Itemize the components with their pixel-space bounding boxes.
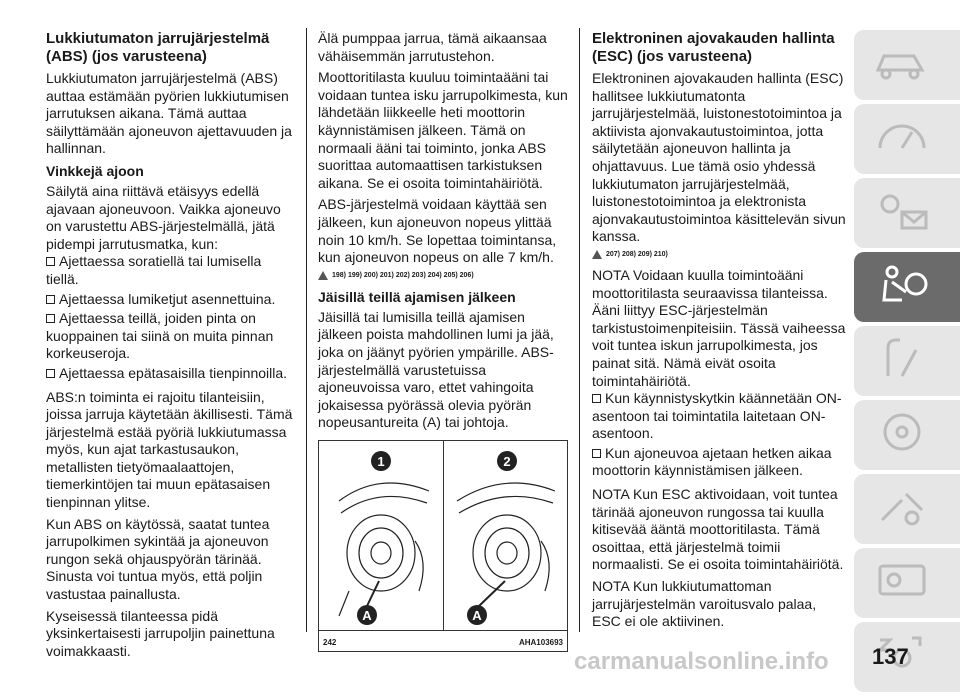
figure-number: 242 [323, 637, 337, 647]
tab-multimedia[interactable] [854, 548, 960, 618]
svg-text:1: 1 [377, 453, 385, 469]
icy-roads-heading: Jäisillä teillä ajamisen jälkeen [318, 288, 516, 305]
tab-safety[interactable] [854, 252, 960, 322]
figure-divider [443, 441, 444, 631]
bullet-box-icon [46, 257, 55, 266]
driving-tips-heading: Vinkkejä ajoon [46, 162, 144, 179]
tab-warning-lights[interactable] [854, 178, 960, 248]
tab-maintenance[interactable] [854, 474, 960, 544]
bullet-item: Ajettaessa soratiellä tai lumisella tiellä. [46, 253, 262, 287]
column-divider-1 [306, 28, 307, 632]
warning-references: 207) 208) 209) 210) [592, 250, 846, 259]
warning-triangle-icon [318, 271, 328, 280]
svg-text:2: 2 [503, 453, 511, 469]
esc-note-vibration: NOTA Kun ESC aktivoidaan, voit tuntea tärinää ajoneuvon rungossa tai kuulla kitisevää ääntä moottoritilasta. Tämä osoittaa, että järjestelmä toimii normaalisti. Se ei osoita toimintahäiriötä. [592, 486, 844, 573]
wrench-icon [872, 336, 932, 380]
bullet-box-icon [592, 449, 601, 458]
page-number: 137 [872, 644, 909, 669]
abs-function-text: ABS:n toiminta ei rajoitu tilanteisiin, joissa jarruja käytetään äkillisesti. Tämä järjestelmä estää pyöriä lukkiutumassa myös, kun ajat tarkastusaukon, metallisten tietyömaalaattojen, tiemerkintöjen tai muun epätasaisen tienpinnan ylitse. [46, 388, 293, 511]
abs-sound-text: Moottoritilasta kuuluu toimintaääni tai voidaan tuntea isku jarrupolkimesta, kun lähdetään liikkeelle heti moottorin käynnistämisen jälkeen. Tämä on normaali ääni tai toiminto, jonka ABS suorittaa automaattisen tarkistuksen aikana. Se ei osoita toimintahäiriötä. [318, 69, 568, 191]
tab-emergency[interactable] [854, 400, 960, 470]
warning-light-icon [872, 188, 932, 232]
bullet-box-icon [592, 394, 601, 403]
steering-wheel-icon [872, 410, 932, 454]
watermark: carmanualsonline.info [574, 648, 829, 675]
abs-feel-text: Kun ABS on käytössä, saatat tuntea jarrupolkimen sykintää ja ajoneuvon rungon sekä ohjauspyörän tärinää. Sinusta voi tuntua myös, että poljin vastustaa painallusta. [46, 515, 270, 603]
tab-dashboard[interactable] [854, 104, 960, 174]
tools-icon [872, 484, 932, 528]
column-2 [318, 30, 568, 652]
bullet-item: Ajettaessa teillä, joiden pinta on kuoppainen tai siinä on muita pinnan korkeuseroja. [46, 310, 274, 362]
abs-heading: Lukkiutumaton jarrujärjestelmä (ABS) (jos varusteena) [46, 30, 270, 65]
no-pump-text: Älä pumppaa jarrua, tämä aikaansaa vähäisemmän jarrutustehon. [318, 30, 547, 64]
bullet-box-icon [46, 314, 55, 323]
warning-triangle-icon [592, 250, 602, 259]
bullet-item: Ajettaessa lumiketjut asennettuina. [46, 291, 296, 309]
icy-roads-text: Jäisillä tai lumisilla teillä ajamisen jälkeen poista mahdollinen lumi ja jää, joka on jäänyt pyörien ympärille. ABS-järjestelmällä varustetuissa ajoneuvoissa varo, ettet vahingoita jokaisessa pyörässä olevia pyörän nopeusantureita (A) tai johtoja. [318, 308, 554, 431]
dashboard-icon [872, 114, 932, 158]
tab-car-info[interactable] [854, 30, 960, 100]
chapter-sidebar [854, 30, 960, 696]
driving-tips-text: Säilytä aina riittävä etäisyys edellä ajavaan ajoneuvoon. Vaikka ajoneuvo on varustettu ABS-järjestelmällä, jätä pidempi jarrutusmatka, kun: [46, 182, 281, 252]
column-divider-2 [579, 28, 580, 632]
svg-text:A: A [472, 607, 482, 623]
bullet-item: Kun käynnistyskytkin käännetään ON-asentoon tai toimintatila laitetaan ON-asentoon. [592, 390, 842, 442]
airbag-seat-icon [872, 262, 932, 306]
abs-intro: Lukkiutumaton jarrujärjestelmä (ABS) auttaa estämään pyörien lukkiutumisen jarrutuksen aikana. Tämä auttaa säilyttämään ajoneuvon ajettavuuden ja hallinnan. [46, 70, 292, 157]
bullet-box-icon [46, 369, 55, 378]
wheel-sensor-figure [318, 440, 568, 652]
warning-references: 198) 199) 200) 201) 202) 203) 204) 205) 206) [318, 271, 568, 280]
multimedia-icon [872, 558, 932, 602]
esc-note-sound: NOTA Voidaan kuulla toimintoääni moottoritilasta seuraavissa tilanteissa. Ääni liittyy ESC-järjestelmän tarkistustoimenpiteisiin. Tässä vaiheessa voit tuntea iskun jarrupolkimesta, jos painat sitä. Nämä eivät osoita toimintahäiriötä. [592, 266, 846, 389]
bullet-item: Kun ajoneuvoa ajetaan hetken aikaa moottorin käynnistämisen jälkeen. [592, 444, 832, 479]
abs-hold-text: Kyseisessä tilanteessa pidä yksinkertaisesti jarrupoljin painettuna voimakkaasti. [46, 607, 275, 659]
bullet-box-icon [46, 295, 55, 304]
esc-note-warning-light: NOTA Kun lukkiutumattoman jarrujärjestelmän varoitusvalo palaa, ESC ei ole aktiivinen. [592, 578, 817, 630]
car-info-icon [872, 40, 932, 84]
figure-code: AHA103693 [518, 637, 563, 647]
esc-heading: Elektroninen ajovakauden hallinta (ESC) (jos varusteena) [592, 30, 835, 65]
wheel-sensor-illustration [319, 441, 569, 633]
column-1 [46, 30, 296, 664]
bullet-item: Ajettaessa epätasaisilla tienpinnoilla. [46, 365, 296, 383]
column-3 [592, 30, 846, 635]
abs-speed-text: ABS-järjestelmä voidaan käyttää sen jälkeen, kun ajoneuvon nopeus ylittää noin 10 km/h. Se lopettaa toimintansa, kun ajoneuvon nopeus on alle 7 km/h. [318, 196, 557, 266]
tab-starting-driving[interactable] [854, 326, 960, 396]
svg-text:A: A [362, 607, 372, 623]
esc-intro: Elektroninen ajovakauden hallinta (ESC) hallitsee lukkiutumatonta jarrujärjestelmää, luistonestotoimintoa ja aktiivista ajonvakautustoimintoa, jotta säilytetään ajoneuvon hallinta ja ohjattavuus. Lue tämä osio yhdessä lukkiutumaton jarrujärjestelmää, luistonestotoimintoa ja elektronista ajonvakautustoimintoa käsittelevän sivun kanssa. [592, 70, 846, 245]
